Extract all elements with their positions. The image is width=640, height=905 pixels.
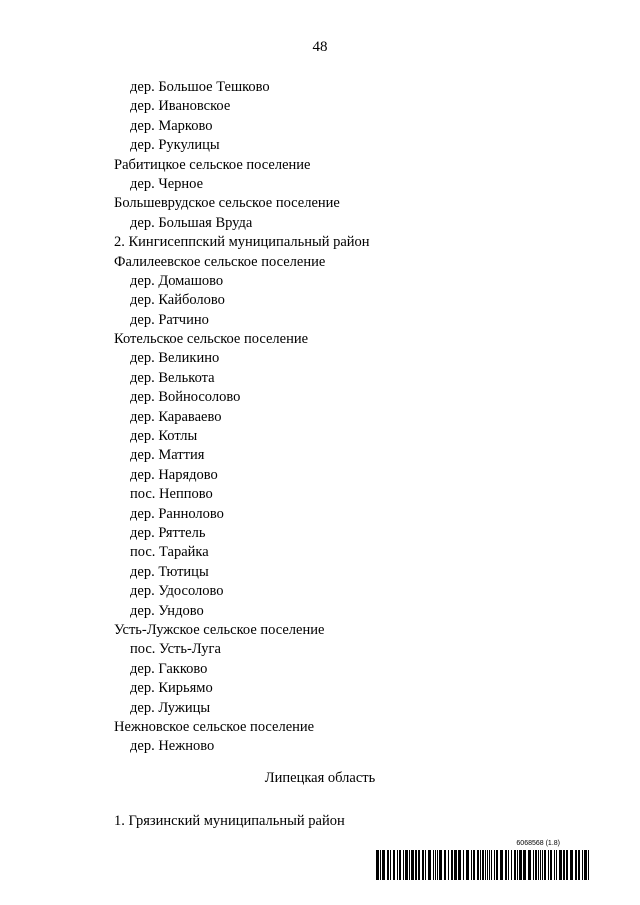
barcode-bar [437, 850, 438, 880]
barcode-bar [548, 850, 549, 880]
barcode-bar [563, 850, 565, 880]
barcode-bar [393, 850, 395, 880]
barcode-bar [480, 850, 481, 880]
settlement-item: дер. Маттия [130, 447, 205, 464]
barcode-bar [380, 850, 381, 880]
section-heading: Рабитицкое сельское поселение [114, 156, 311, 173]
barcode-bar [535, 850, 537, 880]
barcode-bar [473, 850, 475, 880]
settlement-item: дер. Кайболово [130, 292, 225, 309]
settlement-item: дер. Нарядово [130, 466, 218, 483]
barcode-bar [554, 850, 555, 880]
barcode-block [376, 840, 590, 880]
barcode-bar [556, 850, 557, 880]
barcode-caption: 6068568 (1.8) [516, 840, 560, 847]
settlement-item: пос. Неппово [130, 486, 213, 503]
barcode-bar [409, 850, 410, 880]
section-heading: Фалилеевское сельское поселение [114, 253, 326, 270]
settlement-item: дер. Раннолово [130, 505, 224, 522]
barcode-image [376, 850, 590, 880]
barcode-bar [584, 850, 587, 880]
barcode-bar [418, 850, 420, 880]
section-heading: Котельское сельское поселение [114, 331, 309, 348]
barcode-bar [588, 850, 589, 880]
barcode-bar [533, 850, 534, 880]
section-heading: Большеврудское сельское поселение [114, 195, 340, 212]
barcode-bar [403, 850, 404, 880]
settlement-item: пос. Тарайка [130, 544, 209, 561]
barcode-bar [428, 850, 431, 880]
barcode-bar [508, 850, 509, 880]
settlement-item: дер. Домашово [130, 272, 224, 289]
settlement-item: дер. Марково [130, 117, 213, 134]
settlement-item: дер. Большая Вруда [130, 214, 253, 231]
barcode-bar [444, 850, 446, 880]
barcode-bar [496, 850, 498, 880]
barcode-bar [544, 850, 546, 880]
barcode-bar [487, 850, 488, 880]
barcode-bar [399, 850, 401, 880]
settlement-item: дер. Нежново [130, 738, 215, 755]
barcode-bar [505, 850, 507, 880]
barcode-bar [425, 850, 426, 880]
settlement-item: дер. Войносолово [130, 389, 241, 406]
barcode-bar [578, 850, 580, 880]
barcode-bar [439, 850, 442, 880]
barcode-bar [575, 850, 577, 880]
barcode-bar [528, 850, 531, 880]
barcode-bar [471, 850, 472, 880]
settlement-item: пос. Усть-Луга [130, 641, 221, 658]
barcode-bar [466, 850, 469, 880]
barcode-bar [422, 850, 424, 880]
settlement-item: дер. Кирьямо [130, 680, 213, 697]
barcode-bar [485, 850, 486, 880]
barcode-bar [570, 850, 573, 880]
barcode-bar [433, 850, 434, 880]
settlement-item: дер. Ивановское [130, 98, 231, 115]
page-number: 48 [312, 39, 328, 55]
settlement-item: дер. Гакково [130, 660, 208, 677]
barcode-bar [458, 850, 461, 880]
settlement-item: дер. Удосолово [130, 583, 224, 600]
barcode-bar [482, 850, 484, 880]
barcode-bar [382, 850, 385, 880]
barcode-bar [494, 850, 495, 880]
barcode-bar [435, 850, 436, 880]
barcode-bar [511, 850, 512, 880]
barcode-bar [500, 850, 503, 880]
barcode-bar [514, 850, 516, 880]
section-heading: Усть-Лужское сельское поселение [114, 621, 325, 638]
barcode-bar [451, 850, 453, 880]
settlement-item: дер. Большое Тешково [130, 79, 270, 95]
settlement-item: дер. Ратчино [130, 311, 209, 328]
barcode-bar [489, 850, 490, 880]
settlement-item: дер. Караваево [130, 408, 222, 425]
barcode-bar [566, 850, 568, 880]
section-heading: Нежновское сельское поселение [114, 718, 315, 735]
barcode-bar [397, 850, 398, 880]
barcode-bar [376, 850, 379, 880]
settlement-item: дер. Велькота [130, 369, 215, 386]
barcode-bar [405, 850, 408, 880]
settlement-item: дер. Тютицы [130, 563, 209, 580]
settlement-item: дер. Котлы [130, 428, 198, 445]
barcode-bar [411, 850, 414, 880]
barcode-bar [491, 850, 492, 880]
settlement-item: дер. Великино [130, 350, 220, 367]
settlement-item: дер. Рукулицы [130, 137, 220, 154]
barcode-bar [538, 850, 539, 880]
settlement-item: дер. Черное [130, 175, 204, 192]
barcode-bar [559, 850, 562, 880]
barcode-bar [415, 850, 417, 880]
barcode-bar [463, 850, 464, 880]
settlement-item: дер. Ундово [130, 602, 204, 619]
barcode-bar [550, 850, 552, 880]
barcode-bar [523, 850, 526, 880]
barcode-bar [517, 850, 518, 880]
settlement-item: дер. Лужицы [130, 699, 211, 716]
barcode-bar [540, 850, 541, 880]
barcode-bar [477, 850, 479, 880]
settlement-list [114, 78, 594, 757]
district-heading: 1. Грязинский муниципальный район [114, 813, 345, 829]
section-heading: 2. Кингисеппский муниципальный район [114, 234, 370, 251]
settlement-item: дер. Ряттель [130, 524, 206, 541]
barcode-bar [387, 850, 389, 880]
barcode-bar [519, 850, 522, 880]
barcode-bar [542, 850, 543, 880]
barcode-bar [448, 850, 449, 880]
barcode-bar [582, 850, 583, 880]
region-title: Липецкая область [264, 770, 376, 786]
barcode-bar [454, 850, 457, 880]
barcode-bar [390, 850, 391, 880]
